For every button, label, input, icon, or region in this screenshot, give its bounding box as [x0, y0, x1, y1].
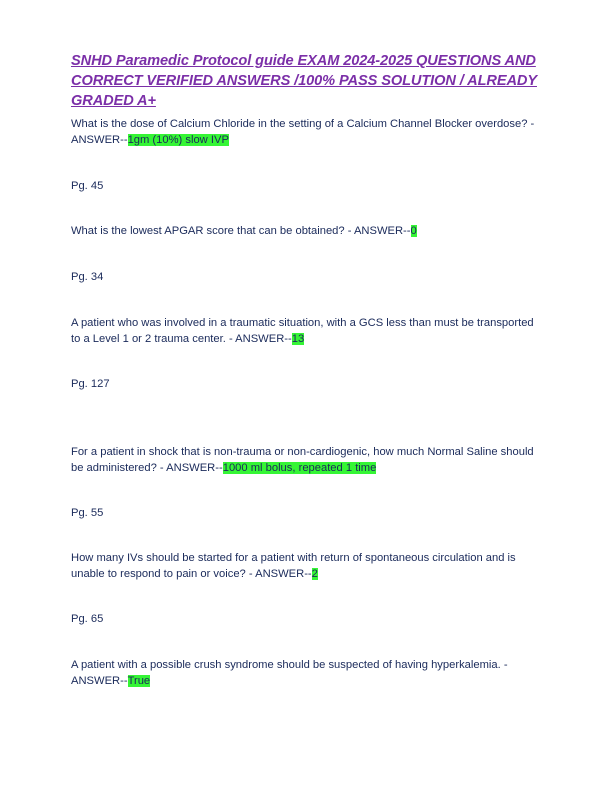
- question-block: [71, 224, 541, 240]
- answer-prefix: - ANSWER--: [344, 225, 411, 237]
- question-text: How many IVs should be started for a patient with return of spontaneous circulation and is unable to respond to pain or voice?: [71, 552, 516, 580]
- answer-prefix: - ANSWER--: [71, 659, 508, 687]
- page-reference: Pg. 55: [71, 507, 104, 519]
- page-reference: Pg. 45: [71, 180, 104, 192]
- answer-highlight: 2: [311, 567, 318, 580]
- page-reference: Pg. 34: [71, 271, 104, 283]
- question-block: [71, 445, 541, 476]
- question-text: A patient with a possible crush syndrome should be suspected of having hyperkalemia.: [71, 659, 501, 671]
- question-text: A patient who was involved in a traumatic situation, with a GCS less than must be transported to a Level 1 or 2 trauma center.: [71, 317, 534, 345]
- document-title: SNHD Paramedic Protocol guide EXAM 2024-2025 QUESTIONS AND CORRECT VERIFIED ANSWERS /100% PASS SOLUTION / ALREADY GRADED A+: [71, 53, 537, 109]
- question-block: [71, 551, 541, 582]
- answer-prefix: - ANSWER--: [225, 332, 292, 345]
- page-reference: Pg. 127: [71, 378, 110, 390]
- question-text: What is the dose of Calcium Chloride in the setting of a Calcium Channel Blocker overdose?: [71, 118, 528, 130]
- question-block: [71, 658, 541, 689]
- question-text: What is the lowest APGAR score that can be obtained?: [71, 225, 345, 237]
- answer-prefix: - ANSWER--: [245, 567, 312, 580]
- answer-highlight: 0: [410, 225, 417, 237]
- question-text: For a patient in shock that is non-trauma or non-cardiogenic, how much Normal Saline should be administered?: [71, 446, 534, 474]
- answer-highlight: 1000 ml bolus, repeated 1 time: [222, 461, 377, 474]
- page-reference: Pg. 65: [71, 613, 104, 625]
- answer-prefix: - ANSWER--: [71, 118, 535, 146]
- question-block: [71, 316, 541, 347]
- question-block: [71, 117, 541, 148]
- answer-prefix: - ANSWER--: [156, 461, 223, 474]
- answer-highlight: 1gm (10%) slow IVP: [127, 133, 229, 146]
- answer-highlight: 13: [291, 332, 305, 345]
- answer-highlight: True: [127, 674, 151, 687]
